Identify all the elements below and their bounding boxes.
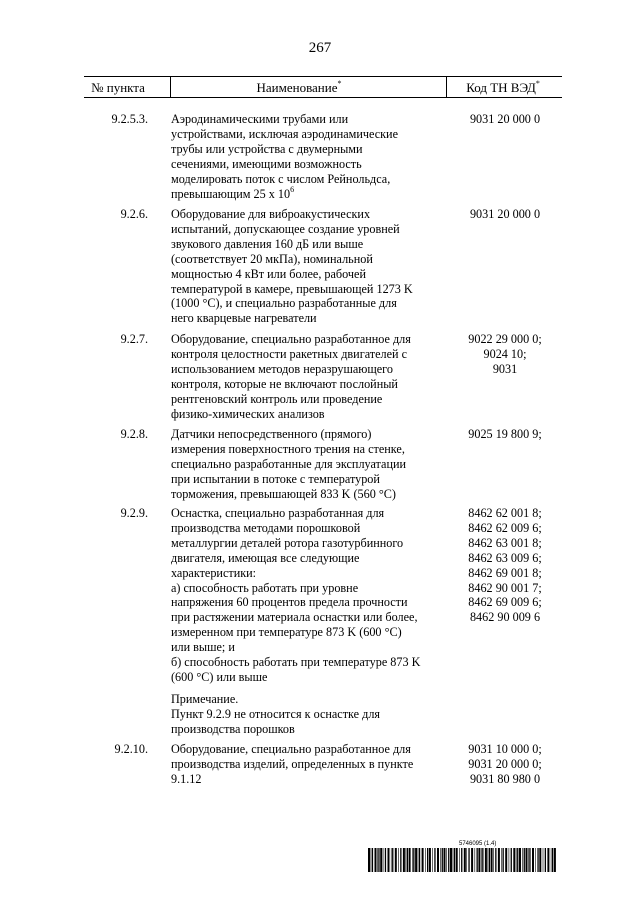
barcode-bar xyxy=(406,848,407,872)
barcode-bar xyxy=(495,848,496,872)
barcode-bar xyxy=(432,848,433,872)
item-code: 9022 29 000 0; 9024 10; 9031 xyxy=(468,332,542,376)
barcode-bar xyxy=(532,848,534,872)
barcode-bar xyxy=(422,848,424,872)
item-number: 9.2.9. xyxy=(120,506,148,520)
item-name-text: Аэродинамическими трубами или устройствами, исключая аэродинамические трубы или устройства с двумерными сечениями, имеющими возможность моделировать поток с числом Рейнольдса, превышающим 25 x 10 xyxy=(171,112,398,201)
barcode-bar xyxy=(372,848,373,872)
item-code: 8462 62 001 8; 8462 62 009 6; 8462 63 001 8; 8462 63 009 6; 8462 69 001 8; 8462 90 001 7; 8462 69 009 6; 8462 90 009 6 xyxy=(468,506,542,625)
barcode-bar xyxy=(454,848,455,872)
barcode-bar xyxy=(517,848,518,872)
barcode-bar xyxy=(551,848,552,872)
barcode-bar xyxy=(464,848,466,872)
barcode-bar xyxy=(537,848,538,872)
header-code-text: Код ТН ВЭД xyxy=(466,80,536,95)
barcode-bar xyxy=(513,848,515,872)
barcode-bar xyxy=(385,848,386,872)
barcode-bar xyxy=(498,848,500,872)
barcode-bar xyxy=(503,848,504,872)
barcode-bar xyxy=(552,848,553,872)
barcode-bar xyxy=(412,848,413,872)
barcode-bar xyxy=(437,848,439,872)
barcode-bar xyxy=(539,848,541,872)
item-number: 9.2.10. xyxy=(114,742,148,756)
barcode-bar xyxy=(526,848,528,872)
barcode-bar xyxy=(429,848,431,872)
barcode-bar xyxy=(489,848,490,872)
barcode-bar xyxy=(519,848,521,872)
barcode-bar xyxy=(466,848,467,872)
barcode-bar xyxy=(388,848,390,872)
barcode-bar xyxy=(543,848,544,872)
document-code: 5746095 (1.4) xyxy=(459,841,497,847)
item-name: Оборудование, специально разработанное для контроля целостности ракетных двигателей с использованием методов неразрушающего контроля, которые не включают послойный рентгеновский контроль или проведение физико-химических анализов xyxy=(171,332,411,421)
item-name: Оборудование, специально разработанное для производства изделий, определенных в пункте 9.1.12 xyxy=(171,742,414,786)
barcode-bar xyxy=(444,848,446,872)
header-footnote-mark: * xyxy=(337,79,342,88)
barcode-bar xyxy=(380,848,382,872)
barcode-bar xyxy=(545,848,546,872)
item-code: 9031 10 000 0; 9031 20 000 0; 9031 80 980 0 xyxy=(468,742,542,786)
item-code: 9025 19 800 9; xyxy=(468,427,542,441)
barcode-bar xyxy=(407,848,408,872)
barcode-bar xyxy=(547,848,549,872)
table-header xyxy=(84,76,562,98)
barcode-bar xyxy=(413,848,414,872)
header-name xyxy=(168,80,430,96)
barcode-bar xyxy=(505,848,507,872)
barcode-bar xyxy=(375,848,377,872)
barcode-bar xyxy=(459,848,460,872)
item-number: 9.2.8. xyxy=(120,427,148,441)
item-name xyxy=(171,112,443,201)
barcode-bar xyxy=(398,848,399,872)
barcode-bar xyxy=(446,848,447,872)
barcode-bar xyxy=(440,848,441,872)
barcode-bar xyxy=(471,848,473,872)
header-code xyxy=(444,80,562,96)
barcode-bar xyxy=(453,848,454,872)
barcode-bar xyxy=(448,848,449,872)
barcode-bar xyxy=(442,848,443,872)
barcode-bar xyxy=(450,848,452,872)
note-text: Примечание. Пункт 9.2.9 не относится к оснастке для производства порошков xyxy=(171,692,381,736)
item-name: Оснастка, специально разработанная для производства методами порошковой металлургии деталей ротора газотурбинного двигателя, имеющая все следующие характеристики: а) способность работать при уровне напряжения 60 процентов предела прочности при растяжении материала оснастки или более, измеренном при температуре 873 K (600 °C) или выше; и б) способность работать при температуре 873 K (600 °C) или выше xyxy=(171,506,421,684)
barcode-bar xyxy=(491,848,493,872)
barcode-image xyxy=(368,848,558,872)
barcode-bar xyxy=(493,848,494,872)
barcode-bar xyxy=(475,848,476,872)
barcode-bar xyxy=(434,848,435,872)
page-number: 267 xyxy=(308,40,332,56)
header-item-number: № пункта xyxy=(91,80,145,95)
barcode-bar xyxy=(378,848,379,872)
barcode-bar xyxy=(481,848,482,872)
item-name: Оборудование для виброакустических испытаний, допускающее создание уровней звукового давления 160 дБ или выше (соответствует 20 мкПа), номинальной мощностью 4 кВт или более, рабочей температурой в камере, превышающей 1273 K (1000 °C), и специально разработанные для него кварцевые нагреватели xyxy=(171,207,413,326)
barcode-bar xyxy=(554,848,556,872)
barcode-bar xyxy=(392,848,393,872)
barcode-bar xyxy=(516,848,517,872)
item-name: Датчики непосредственного (прямого) измерения поверхностного трения на стенке, специально разработанные для эксплуатации при испытании в потоке с температурой торможения, превышающей 833 K (560 °C) xyxy=(171,427,407,501)
barcode-bar xyxy=(403,848,405,872)
barcode-bar xyxy=(522,848,523,872)
barcode-bar xyxy=(418,848,419,872)
barcode-bar xyxy=(535,848,536,872)
item-code: 9031 20 000 0 xyxy=(469,207,541,221)
barcode-bar xyxy=(529,848,530,872)
header-footnote-mark: * xyxy=(535,79,540,88)
barcode-bar xyxy=(371,848,372,872)
barcode-bar xyxy=(509,848,510,872)
barcode-bar xyxy=(468,848,469,872)
barcode-bar xyxy=(528,848,529,872)
barcode-bar xyxy=(415,848,417,872)
header-name-text: Наименование xyxy=(256,80,338,95)
barcode-bar xyxy=(524,848,525,872)
item-number: 9.2.6. xyxy=(120,207,148,221)
exponent: 6 xyxy=(290,184,295,194)
barcode-bar xyxy=(478,848,480,872)
barcode-bar xyxy=(427,848,428,872)
barcode-bar xyxy=(395,848,397,872)
barcode-bar xyxy=(419,848,420,872)
item-number: 9.2.7. xyxy=(120,332,148,346)
barcode-bar xyxy=(485,848,487,872)
barcode-bar xyxy=(425,848,426,872)
barcode-bar xyxy=(482,848,483,872)
barcode-bar xyxy=(383,848,384,872)
barcode-bar xyxy=(400,848,401,872)
barcode-bar xyxy=(368,848,370,872)
barcode-bar xyxy=(409,848,411,872)
barcode-bar xyxy=(501,848,502,872)
barcode-bar xyxy=(391,848,392,872)
item-number: 9.2.5.3. xyxy=(111,112,148,126)
barcode-bar xyxy=(511,848,512,872)
barcode-bar xyxy=(456,848,458,872)
item-code: 9031 20 000 0 xyxy=(469,112,541,126)
barcode-bar xyxy=(461,848,462,872)
barcode-bar xyxy=(488,848,489,872)
barcode-bar xyxy=(377,848,378,872)
barcode-bar xyxy=(477,848,478,872)
